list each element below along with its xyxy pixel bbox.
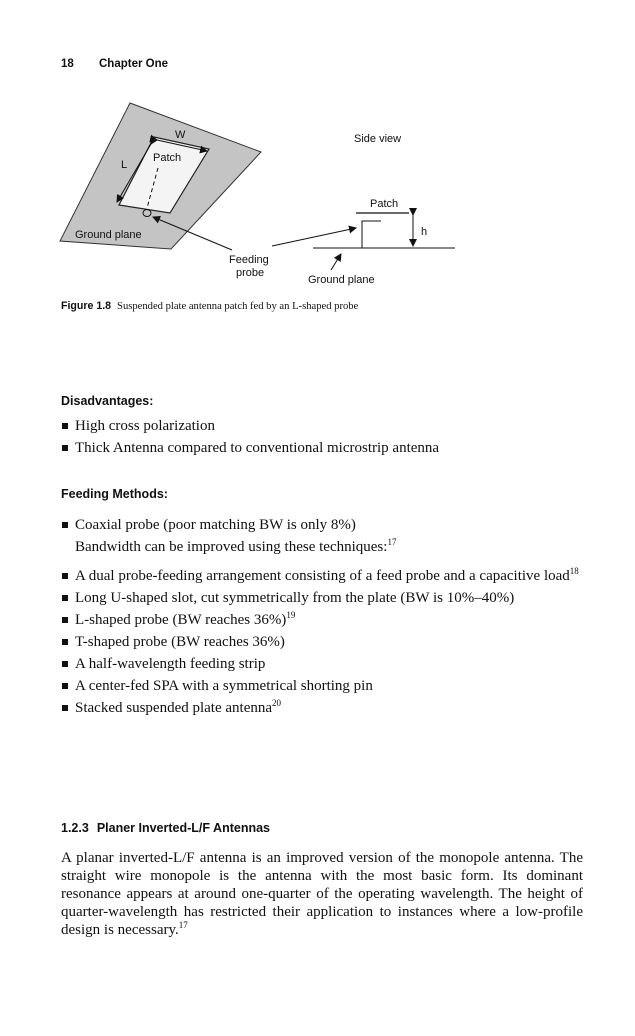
item-text: A dual probe-feeding arrangement consisting of a feed probe and a capacitive load: [75, 568, 570, 584]
h-label: h: [421, 226, 428, 238]
item-text: T-shaped probe (BW reaches 36%): [75, 634, 285, 650]
feed-arrow-right: [272, 228, 356, 246]
item-text: Bandwidth can be improved using these techniques:: [75, 539, 388, 555]
ground-plane-pointer: [331, 254, 341, 270]
disadvantages-heading: Disadvantages:: [61, 394, 154, 408]
list-item: [61, 656, 581, 673]
list-item: [61, 590, 581, 607]
item-text: Coaxial probe (poor matching BW is only 8%): [75, 517, 356, 533]
disadvantages-list: [61, 418, 581, 462]
section-heading: [61, 821, 270, 835]
item-text: A center-fed SPA with a symmetrical shorting pin: [75, 678, 373, 694]
reference: 20: [272, 698, 282, 708]
section-paragraph: [61, 849, 583, 939]
section-title: Planer Inverted-L/F Antennas: [96, 821, 270, 835]
patch-label-side: Patch: [370, 198, 399, 210]
feeding-methods-list: [61, 517, 581, 722]
reference: 17: [387, 537, 397, 547]
list-item: [61, 517, 581, 534]
patch-label-top: Patch: [153, 152, 182, 164]
list-item: [61, 568, 581, 585]
reference: 17: [178, 920, 188, 930]
ground-plane-label-left: Ground plane: [75, 229, 142, 241]
paragraph-text: A planar inverted-L/F antenna is an improved version of the monopole antenna. The straight wire monopole is the antenna with the most basic form. Its dominant resonance appears at around one-quarter of the operating wavelength. The height of quarter-wavelength has restricted their application to instances where a low-profile design is necessary.: [61, 850, 583, 938]
list-item: Thick Antenna compared to conventional microstrip antenna: [61, 440, 581, 457]
page-number: 18: [61, 58, 74, 70]
caption-label: Figure 1.8: [61, 300, 112, 312]
list-item: [61, 634, 581, 651]
item-text: Long U-shaped slot, cut symmetrically from the plate (BW is 10%–40%): [75, 590, 515, 606]
feeding-label: Feeding: [229, 254, 269, 266]
section-number: 1.2.3: [61, 821, 89, 835]
caption-text: Suspended plate antenna patch fed by an L-shaped probe: [117, 301, 359, 312]
figure-caption: [61, 300, 481, 313]
feeding-methods-heading: Feeding Methods:: [61, 487, 168, 501]
list-item: [61, 678, 581, 695]
reference: 18: [569, 566, 579, 576]
l-label: L: [121, 159, 128, 171]
side-view-label: Side view: [354, 133, 402, 145]
item-text: Stacked suspended plate antenna: [75, 700, 273, 716]
list-item: [61, 700, 581, 717]
item-text: A half-wavelength feeding strip: [75, 656, 266, 672]
list-item: High cross polarization: [61, 418, 581, 435]
list-item: [61, 612, 581, 629]
probe-label: probe: [236, 267, 265, 279]
ground-plane-label-side: Ground plane: [308, 274, 375, 286]
chapter-title: Chapter One: [99, 58, 169, 70]
list-item-sub: [61, 539, 581, 556]
reference: 19: [286, 610, 296, 620]
w-label: W: [175, 129, 186, 141]
side-probe-shape: [362, 221, 381, 248]
antenna-figure: [0, 90, 635, 300]
item-text: L-shaped probe (BW reaches 36%): [75, 612, 287, 628]
running-head: [61, 58, 168, 70]
